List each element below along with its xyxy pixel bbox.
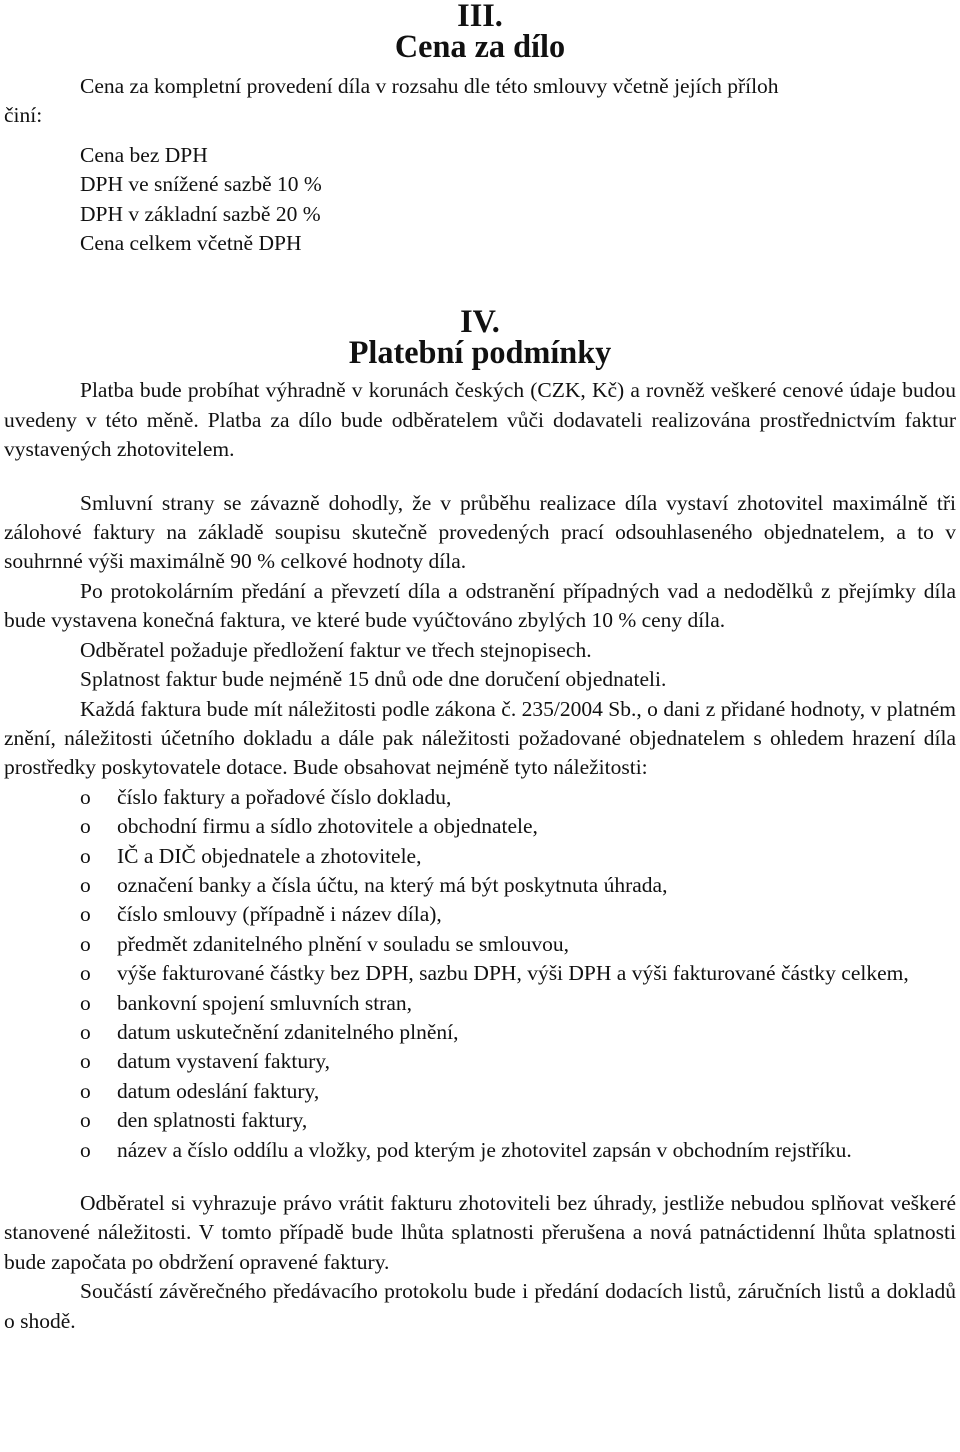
bullet-marker: o bbox=[80, 814, 91, 839]
price-intro-line: Cena za kompletní provedení díla v rozsahu dle této smlouvy včetně jejích příloh bbox=[80, 74, 779, 98]
section-number: IV. bbox=[460, 303, 500, 340]
section-title: Platební podmínky bbox=[348, 334, 612, 371]
paragraph-invoice-requirements: Každá faktura bude mít náležitosti podle zákona č. 235/2004 Sb., o dani z přidané hodnoty, v platném znění, náležitosti účetního dokladu a dále pak náležitosti požadované objednatelem s ohledem hrazení díla prostředky poskytovatele dotace. Bude obsahovat nejméně tyto náležitosti: bbox=[4, 696, 956, 780]
list-item: o předmět zdanitelného plnění v souladu se smlouvou, bbox=[4, 930, 956, 959]
bullet-marker: o bbox=[80, 1108, 91, 1133]
bullet-marker: o bbox=[80, 990, 91, 1015]
paragraph-copies: Odběratel požaduje předložení faktur ve třech stejnopisech. bbox=[80, 637, 592, 662]
bullet-marker: o bbox=[80, 1019, 91, 1044]
list-item: o číslo faktury a pořadové číslo dokladu, bbox=[4, 783, 956, 812]
list-item: o bankovní spojení smluvních stran, bbox=[4, 989, 956, 1018]
list-item: o IČ a DIČ objednatele a zhotovitele, bbox=[4, 842, 956, 871]
section-title: Cena za dílo bbox=[394, 28, 566, 64]
list-item: o datum vystavení faktury, bbox=[4, 1047, 956, 1076]
paragraph-currency: Platba bude probíhat výhradně v korunách českých (CZK, Kč) a rovněž veškeré cenové údaje budou uvedeny v této měně. Platba za dílo bude odběratelem vůči dodavateli realizována prostřednictvím faktur vystavených zhotovitelem. bbox=[4, 378, 956, 462]
list-item: o číslo smlouvy (případně i název díla), bbox=[4, 900, 956, 929]
bullet-marker: o bbox=[80, 931, 91, 956]
section-number: III. bbox=[457, 0, 503, 33]
bullet-marker: o bbox=[80, 961, 91, 986]
list-item: o označení banky a čísla účtu, na který má být poskytnuta úhrada, bbox=[4, 871, 956, 900]
list-item: o výše fakturované částky bez DPH, sazbu DPH, výši DPH a výši fakturované částky celkem, bbox=[4, 959, 956, 988]
paragraph-final-invoice: Po protokolárním předání a převzetí díla a odstranění případných vad a nedodělků z přejímky díla bude vystavena konečná faktura, ve které bude vyúčtováno zbylých 10 % ceny díla. bbox=[4, 578, 956, 633]
price-line: DPH v základní sazbě 20 % bbox=[80, 201, 321, 226]
price-line: Cena celkem včetně DPH bbox=[80, 231, 302, 256]
requirements-list bbox=[4, 783, 956, 1165]
paragraph-due-date: Splatnost faktur bude nejméně 15 dnů ode dne doručení objednateli. bbox=[80, 667, 667, 692]
bullet-marker: o bbox=[80, 872, 91, 897]
bullet-marker: o bbox=[80, 1078, 91, 1103]
price-line: DPH ve snížené sazbě 10 % bbox=[80, 172, 322, 197]
list-item: o obchodní firmu a sídlo zhotovitele a objednatele, bbox=[4, 812, 956, 841]
bullet-marker: o bbox=[80, 902, 91, 927]
list-item: o datum odeslání faktury, bbox=[4, 1077, 956, 1106]
list-item: o den splatnosti faktury, bbox=[4, 1106, 956, 1135]
price-lines bbox=[4, 141, 956, 259]
list-item: o datum uskutečnění zdanitelného plnění, bbox=[4, 1018, 956, 1047]
bullet-marker: o bbox=[80, 1137, 91, 1162]
bullet-marker: o bbox=[80, 1049, 91, 1074]
price-intro-continuation: činí: bbox=[4, 103, 43, 128]
section-payment bbox=[4, 303, 956, 1336]
list-item: o název a číslo oddílu a vložky, pod kterým je zhotovitel zapsán v obchodním rejstříku. bbox=[4, 1136, 956, 1165]
bullet-marker: o bbox=[80, 843, 91, 868]
paragraph-invoice-return: Odběratel si vyhrazuje právo vrátit fakturu zhotoviteli bez úhrady, jestliže nebudou splňovat veškeré stanovené náležitosti. V tomto případě bude lhůta splatnosti přerušena a nová patnáctidenní lhůta splatnosti bude započata po obdržení opravené faktury. bbox=[4, 1191, 956, 1274]
section-price bbox=[4, 0, 956, 258]
bullet-marker: o bbox=[80, 784, 91, 809]
paragraph-handover-documents: Součástí závěrečného předávacího protokolu bude i předání dodacích listů, záručních listů a dokladů o shodě. bbox=[4, 1279, 956, 1333]
paragraph-advance-invoices: Smluvní strany se závazně dohodly, že v průběhu realizace díla vystaví zhotovitel maximálně tři zálohové faktury na základě soupisu skutečně provedených prací odsouhlaseného objednatelem, a to v souhrnné výši maximálně 90 % celkové hodnoty díla. bbox=[4, 490, 956, 574]
price-line: Cena bez DPH bbox=[80, 142, 208, 167]
